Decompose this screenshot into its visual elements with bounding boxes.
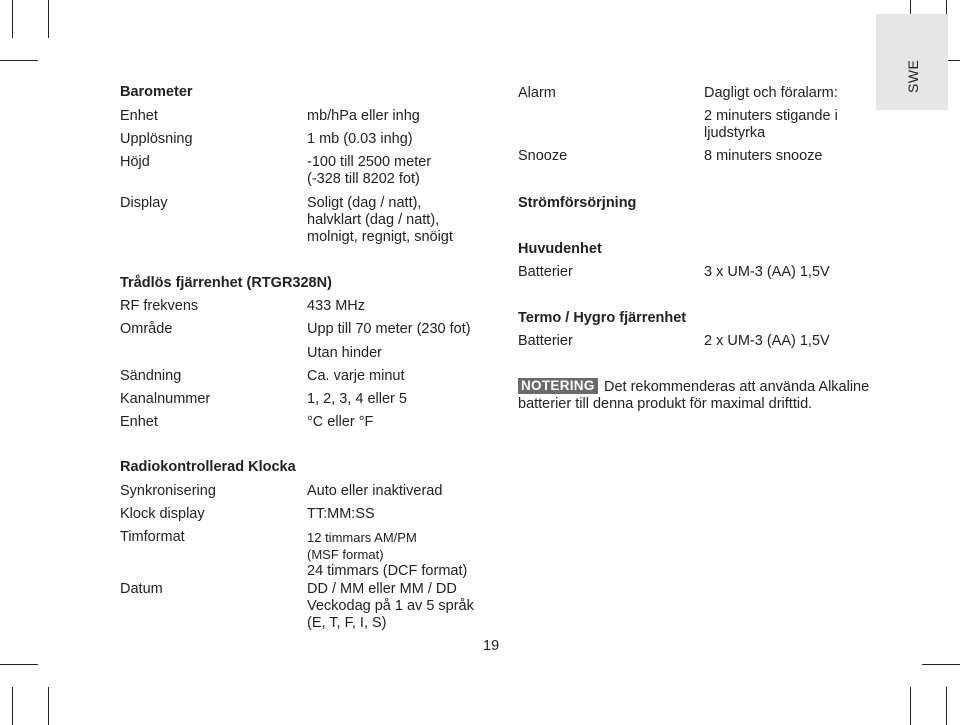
spec-label: Klock display	[120, 506, 205, 522]
crop-mark	[946, 687, 947, 725]
spec-value: ljudstyrka	[704, 125, 766, 141]
spec-label: Alarm	[518, 85, 556, 101]
section-title-radio-clock: Radiokontrollerad Klocka	[120, 459, 296, 475]
spec-value: 24 timmars (DCF format)	[307, 563, 468, 579]
spec-label: Datum	[120, 581, 163, 597]
spec-value: Dagligt och föralarm:	[704, 85, 838, 101]
crop-mark	[48, 687, 49, 725]
crop-mark	[922, 664, 960, 665]
spec-value: -100 till 2500 meter	[307, 154, 432, 170]
page-number: 19	[483, 638, 500, 654]
subsection-title-remote: Termo / Hygro fjärrenhet	[518, 310, 687, 326]
spec-value: TT:MM:SS	[307, 506, 375, 522]
section-title-barometer: Barometer	[120, 84, 193, 100]
spec-value: (E, T, F, I, S)	[307, 615, 387, 631]
spec-label: Höjd	[120, 154, 150, 170]
spec-label: Batterier	[518, 264, 573, 280]
spec-value: 12 timmars AM/PM	[307, 530, 417, 545]
spec-value: Utan hinder	[307, 345, 382, 361]
spec-label: Synkronisering	[120, 483, 216, 499]
subsection-title-main-unit: Huvudenhet	[518, 241, 602, 257]
spec-value: 2 minuters stigande i	[704, 108, 838, 124]
language-tab-label: SWE	[905, 59, 921, 93]
note-text: batterier till denna produkt för maximal drifttid.	[518, 396, 813, 412]
language-tab	[876, 14, 948, 110]
spec-label: Timformat	[120, 529, 185, 545]
spec-value: mb/hPa eller inhg	[307, 108, 420, 124]
spec-label: Sändning	[120, 368, 182, 384]
spec-value: Auto eller inaktiverad	[307, 483, 443, 499]
spec-value: Veckodag på 1 av 5 språk	[307, 598, 474, 614]
spec-label: Enhet	[120, 108, 158, 124]
spec-label: Kanalnummer	[120, 391, 211, 407]
spec-value: molnigt, regnigt, snöigt	[307, 229, 453, 245]
section-title-wireless: Trådlös fjärrenhet (RTGR328N)	[120, 275, 332, 291]
spec-label: Display	[120, 195, 168, 211]
section-title-power: Strömförsörjning	[518, 195, 637, 211]
spec-value: Upp till 70 meter (230 fot)	[307, 321, 471, 337]
crop-mark	[910, 687, 911, 725]
crop-mark	[12, 687, 13, 725]
crop-mark	[0, 664, 38, 665]
spec-value: (-328 till 8202 fot)	[307, 171, 420, 187]
spec-value: 8 minuters snooze	[704, 148, 823, 164]
spec-value: °C eller °F	[307, 414, 374, 430]
spec-label: Batterier	[518, 333, 573, 349]
spec-label: Snooze	[518, 148, 568, 164]
spec-value: 3 x UM-3 (AA) 1,5V	[704, 264, 830, 280]
spec-value: Soligt (dag / natt),	[307, 195, 422, 211]
spec-label: Område	[120, 321, 173, 337]
note-text: Det rekommenderas att använda Alkaline	[604, 379, 870, 395]
crop-mark	[12, 0, 13, 38]
spec-value: 1 mb (0.03 inhg)	[307, 131, 413, 147]
spec-value: halvklart (dag / natt),	[307, 212, 440, 228]
spec-value: (MSF format)	[307, 547, 384, 562]
spec-value: 433 MHz	[307, 298, 366, 314]
crop-mark	[0, 60, 38, 61]
spec-value: DD / MM eller MM / DD	[307, 581, 457, 597]
spec-label: Upplösning	[120, 131, 193, 147]
note-badge: NOTERING	[518, 378, 598, 394]
spec-label: RF frekvens	[120, 298, 199, 314]
spec-value: 1, 2, 3, 4 eller 5	[307, 391, 407, 407]
spec-value: Ca. varje minut	[307, 368, 405, 384]
spec-label: Enhet	[120, 414, 158, 430]
crop-mark	[48, 0, 49, 38]
spec-value: 2 x UM-3 (AA) 1,5V	[704, 333, 830, 349]
